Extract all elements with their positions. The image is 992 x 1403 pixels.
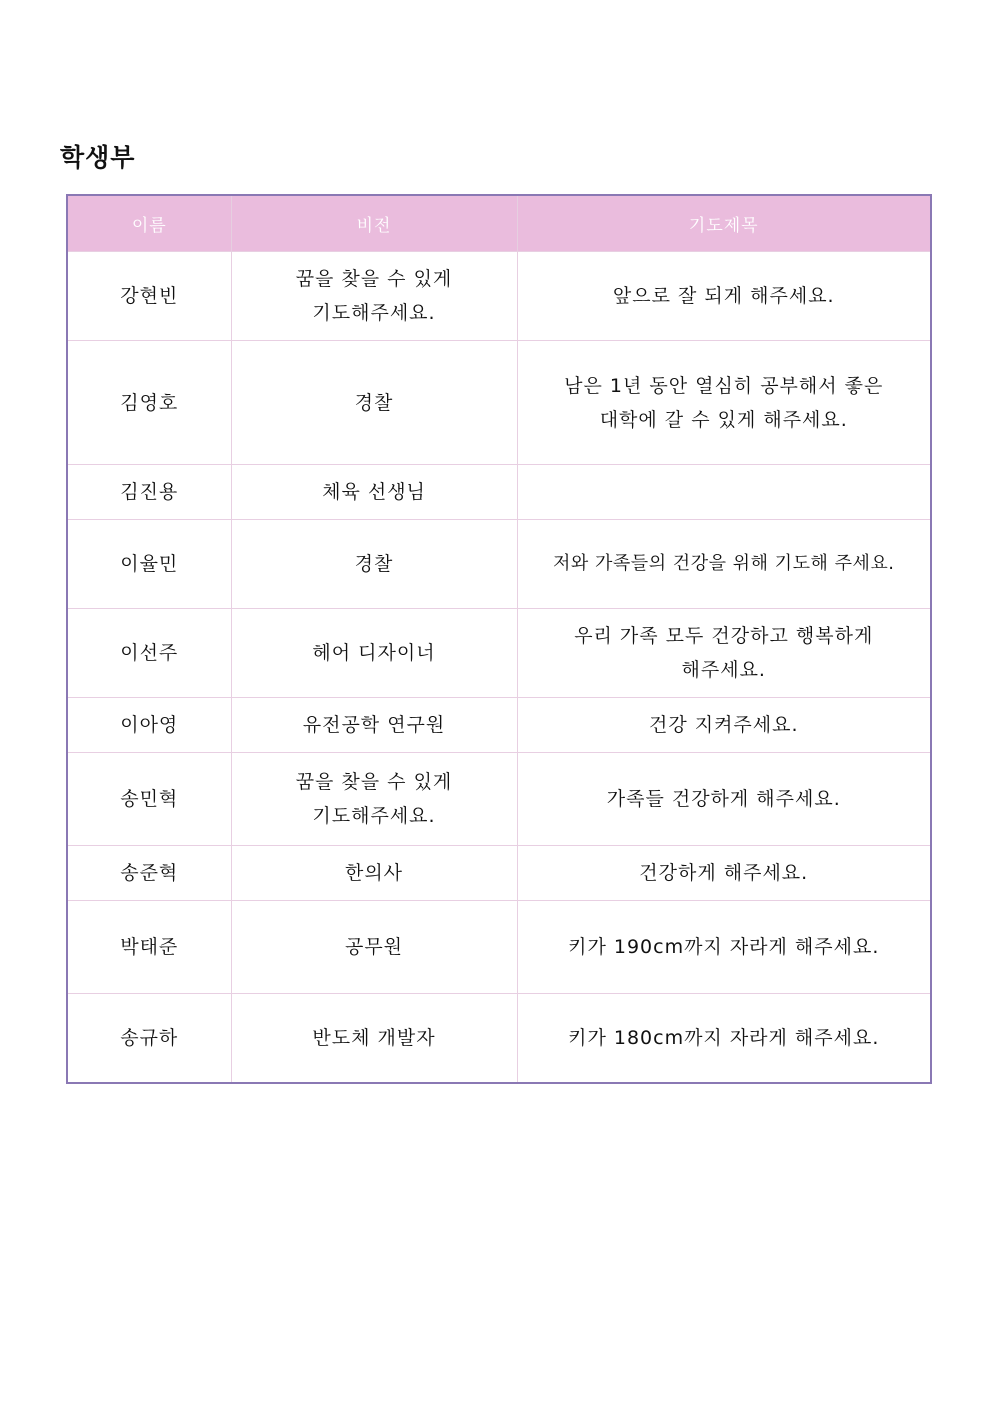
- section-title: 학생부: [60, 143, 136, 172]
- cell-name: 이선주: [67, 609, 231, 698]
- cell-name: 김진용: [67, 465, 231, 520]
- cell-name: 이아영: [67, 698, 231, 753]
- cell-name: 김영호: [67, 341, 231, 465]
- table-row: [67, 994, 931, 1083]
- table-row: [67, 609, 931, 698]
- cell-prayer: [517, 465, 931, 520]
- cell-vision: 체육 선생님: [231, 465, 517, 520]
- cell-vision: 공무원: [231, 901, 517, 994]
- table-row: [67, 846, 931, 901]
- cell-vision: 유전공학 연구원: [231, 698, 517, 753]
- header-prayer: 기도제목: [517, 195, 931, 252]
- cell-name: 송민혁: [67, 753, 231, 846]
- prayer-request-table: [66, 194, 932, 1084]
- table-row: [67, 901, 931, 994]
- cell-prayer: 건강 지켜주세요.: [517, 698, 931, 753]
- table-row: [67, 520, 931, 609]
- table-row: [67, 465, 931, 520]
- table-row: [67, 753, 931, 846]
- cell-prayer: 키가 190cm까지 자라게 해주세요.: [517, 901, 931, 994]
- cell-name: 강현빈: [67, 252, 231, 341]
- table-header-row: [67, 195, 931, 252]
- cell-prayer: 앞으로 잘 되게 해주세요.: [517, 252, 931, 341]
- cell-prayer: 키가 180cm까지 자라게 해주세요.: [517, 994, 931, 1083]
- cell-vision: 반도체 개발자: [231, 994, 517, 1083]
- cell-name: 박태준: [67, 901, 231, 994]
- cell-vision: 경찰: [231, 520, 517, 609]
- cell-prayer: 저와 가족들의 건강을 위해 기도해 주세요.: [517, 520, 931, 609]
- header-name: 이름: [67, 195, 231, 252]
- cell-name: 송규하: [67, 994, 231, 1083]
- cell-vision: 헤어 디자이너: [231, 609, 517, 698]
- cell-vision: 꿈을 찾을 수 있게 기도해주세요.: [231, 753, 517, 846]
- cell-prayer: 남은 1년 동안 열심히 공부해서 좋은 대학에 갈 수 있게 해주세요.: [517, 341, 931, 465]
- cell-vision: 꿈을 찾을 수 있게 기도해주세요.: [231, 252, 517, 341]
- cell-prayer: 가족들 건강하게 해주세요.: [517, 753, 931, 846]
- table-row: [67, 252, 931, 341]
- cell-vision: 한의사: [231, 846, 517, 901]
- cell-name: 이율민: [67, 520, 231, 609]
- header-vision: 비전: [231, 195, 517, 252]
- table-row: [67, 698, 931, 753]
- cell-name: 송준혁: [67, 846, 231, 901]
- cell-prayer: 건강하게 해주세요.: [517, 846, 931, 901]
- table-row: [67, 341, 931, 465]
- cell-prayer: 우리 가족 모두 건강하고 행복하게 해주세요.: [517, 609, 931, 698]
- cell-vision: 경찰: [231, 341, 517, 465]
